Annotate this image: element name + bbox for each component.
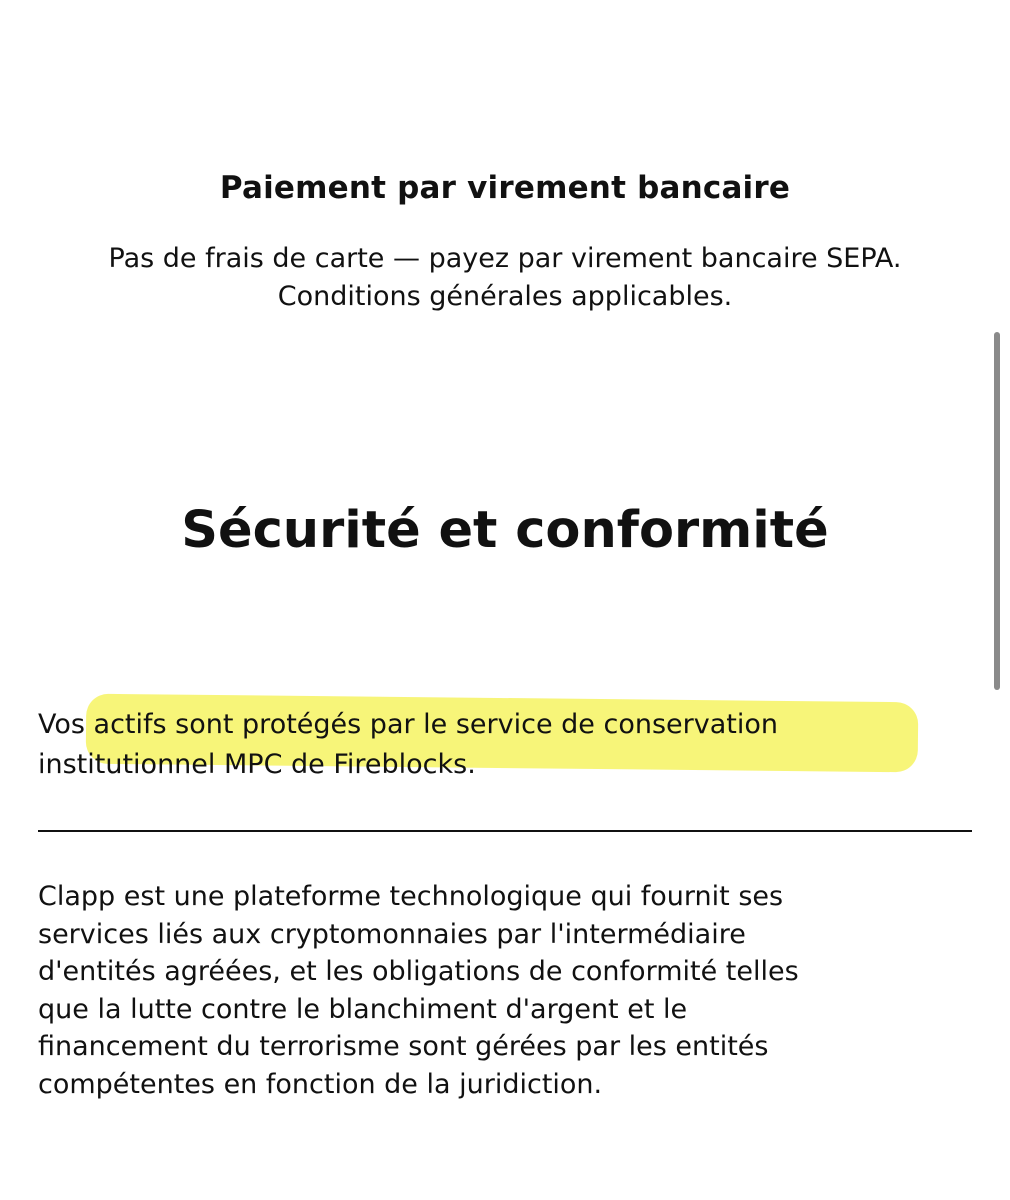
disclaimer-line: compétentes en fonction de la juridiction. — [38, 1068, 603, 1100]
terms-text: Conditions générales applicables. — [277, 281, 733, 312]
payment-title: Paiement par virement bancaire — [219, 170, 791, 206]
disclaimer-line: financement du terrorisme sont gérées par les entités — [38, 1031, 769, 1063]
payment-description-line: Pas de frais de carte — payez par virement bancaire SEPA. — [108, 243, 902, 274]
disclaimer-line: que la lutte contre le blanchiment d'argent et le — [38, 993, 688, 1025]
scrollbar-thumb[interactable] — [994, 332, 1000, 690]
custody-line: Vos actifs sont protégés par le service de conservation — [38, 709, 778, 740]
custody-line: institutionnel MPC de Fireblocks. — [38, 749, 476, 780]
section-divider — [38, 830, 972, 832]
custody-paragraph — [38, 705, 968, 785]
disclaimer-paragraph — [38, 878, 968, 1104]
security-compliance-title: Sécurité et conformité — [181, 501, 829, 560]
disclaimer-line: d'entités agréées, et les obligations de conformité telles — [38, 956, 799, 988]
payment-description — [0, 240, 1010, 316]
disclaimer-line: services liés aux cryptomonnaies par l'intermédiaire — [38, 918, 746, 950]
disclaimer-line: Clapp est une plateforme technologique qui fournit ses — [38, 881, 784, 912]
